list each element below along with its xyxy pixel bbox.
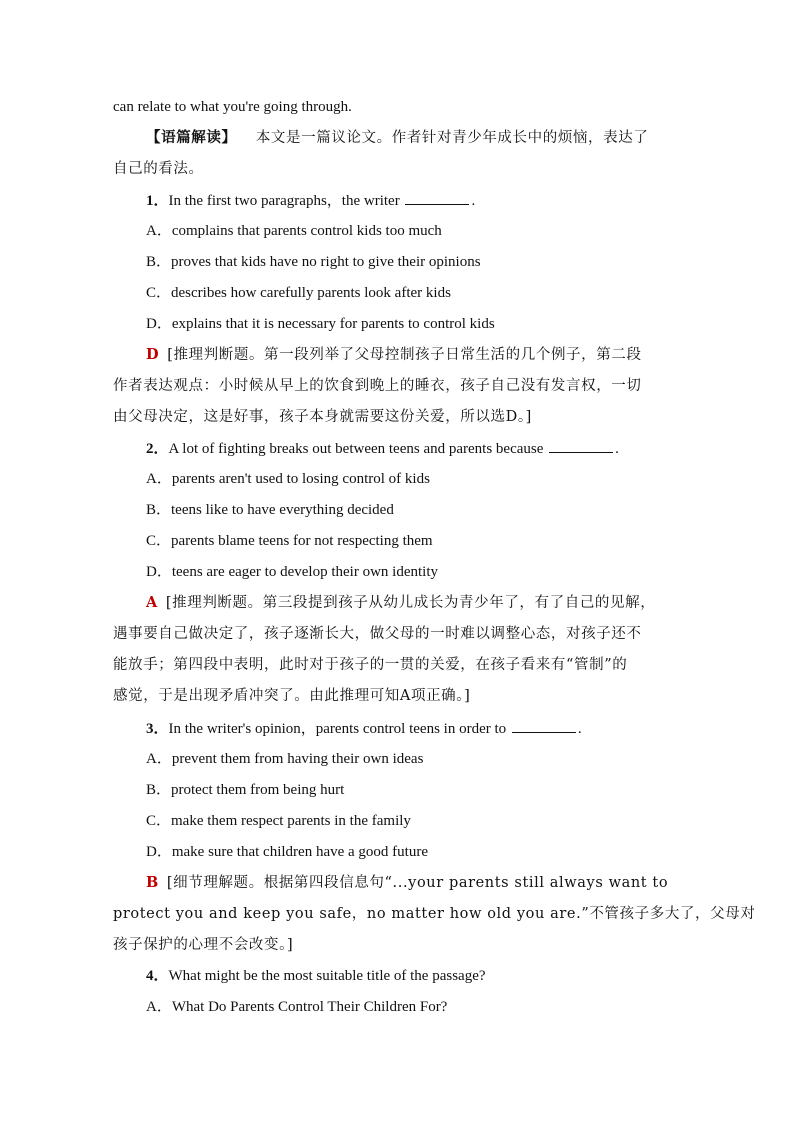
question-number: 2． [146, 441, 169, 457]
question-3-option-b: B．protect them from being hurt [146, 782, 345, 798]
question-text: In the first two paragraphs，the writer [168, 193, 400, 209]
question-tail: . [471, 193, 476, 209]
question-1-option-c: C．describes how carefully parents look after kids [146, 285, 451, 301]
question-text: In the writer's opinion，parents control teens in order to [168, 721, 507, 737]
question-tail: . [577, 721, 582, 737]
explanation-text: [推理判断题。第一段列举了父母控制孩子日常生活的几个例子，第二段 [167, 347, 642, 363]
question-2-option-b: B．teens like to have everything decided [146, 502, 394, 518]
explanation-text: [推理判断题。第三段提到孩子从幼儿成长为青少年了，有了自己的见解， [165, 595, 656, 611]
passage-analysis-line1 [146, 128, 648, 148]
question-2-explanation-line3: 能放手；第四段中表明，此时对于孩子的一贯的关爱，在孩子看来有“管制”的 [113, 657, 628, 673]
question-2-stem [146, 438, 619, 459]
passage-analysis-text: 本文是一篇议论文。作者针对青少年成长中的烦恼，表达了 [255, 130, 649, 146]
question-1-explanation-line3: 由父母决定，这是好事，孩子本身就需要这份关爱，所以选D。] [113, 409, 532, 425]
question-number: 3． [146, 721, 169, 737]
question-2-explanation-line1 [146, 593, 655, 613]
question-tail: . [615, 441, 619, 457]
question-number: 4． [146, 968, 169, 984]
question-3-explanation-line2: protect you and keep you safe，no matter how old you are.”不管孩子多大了，父母对 [113, 906, 756, 922]
passage-analysis-line2: 自己的看法。 [113, 161, 204, 177]
question-3-stem [146, 718, 582, 739]
explanation-text: [细节理解题。根据第四段信息句“...your parents still always want to [166, 875, 669, 891]
passage-analysis-label: 【语篇解读】 [146, 129, 237, 146]
question-2-explanation-line2: 遇事要自己做决定了，孩子逐渐长大，做父母的一时难以调整心态，对孩子还不 [113, 626, 642, 642]
question-1-explanation-line1 [146, 345, 642, 365]
question-text: What might be the most suitable title of the passage? [168, 968, 486, 984]
question-4-option-a: A．What Do Parents Control Their Children For? [146, 999, 448, 1015]
question-text: A lot of fighting breaks out between teens and parents because [168, 441, 544, 457]
question-3-option-c: C．make them respect parents in the family [146, 813, 411, 829]
question-1-option-d: D．explains that it is necessary for parents to control kids [146, 316, 495, 332]
answer-blank [512, 718, 576, 733]
question-1-explanation-line2: 作者表达观点：小时候从早上的饮食到晚上的睡衣，孩子自己没有发言权，一切 [113, 378, 642, 394]
question-3-option-d: D．make sure that children have a good future [146, 844, 428, 860]
question-1-option-b: B．proves that kids have no right to give their opinions [146, 254, 481, 270]
question-2-explanation-line4: 感觉，于是出现矛盾冲突了。由此推理可知A项正确。] [113, 688, 471, 704]
question-number: 1． [146, 193, 169, 209]
passage-closing-line: can relate to what you're going through. [113, 99, 352, 115]
question-4-stem [146, 966, 486, 986]
question-3-explanation-line1 [146, 873, 668, 893]
question-3-option-a: A．prevent them from having their own ideas [146, 751, 424, 767]
question-3-explanation-line3: 孩子保护的心理不会改变。] [113, 937, 294, 953]
answer-blank [549, 438, 613, 453]
question-2-option-d: D．teens are eager to develop their own identity [146, 564, 438, 580]
question-2-option-a: A．parents aren't used to losing control of kids [146, 471, 430, 487]
question-1-option-a: A．complains that parents control kids too much [146, 223, 442, 239]
question-1-stem [146, 190, 475, 211]
question-2-option-c: C．parents blame teens for not respecting them [146, 533, 433, 549]
answer-blank [405, 190, 469, 205]
question-3-answer: B [146, 874, 159, 891]
question-2-answer: A [146, 594, 158, 611]
question-1-answer: D [146, 346, 160, 363]
